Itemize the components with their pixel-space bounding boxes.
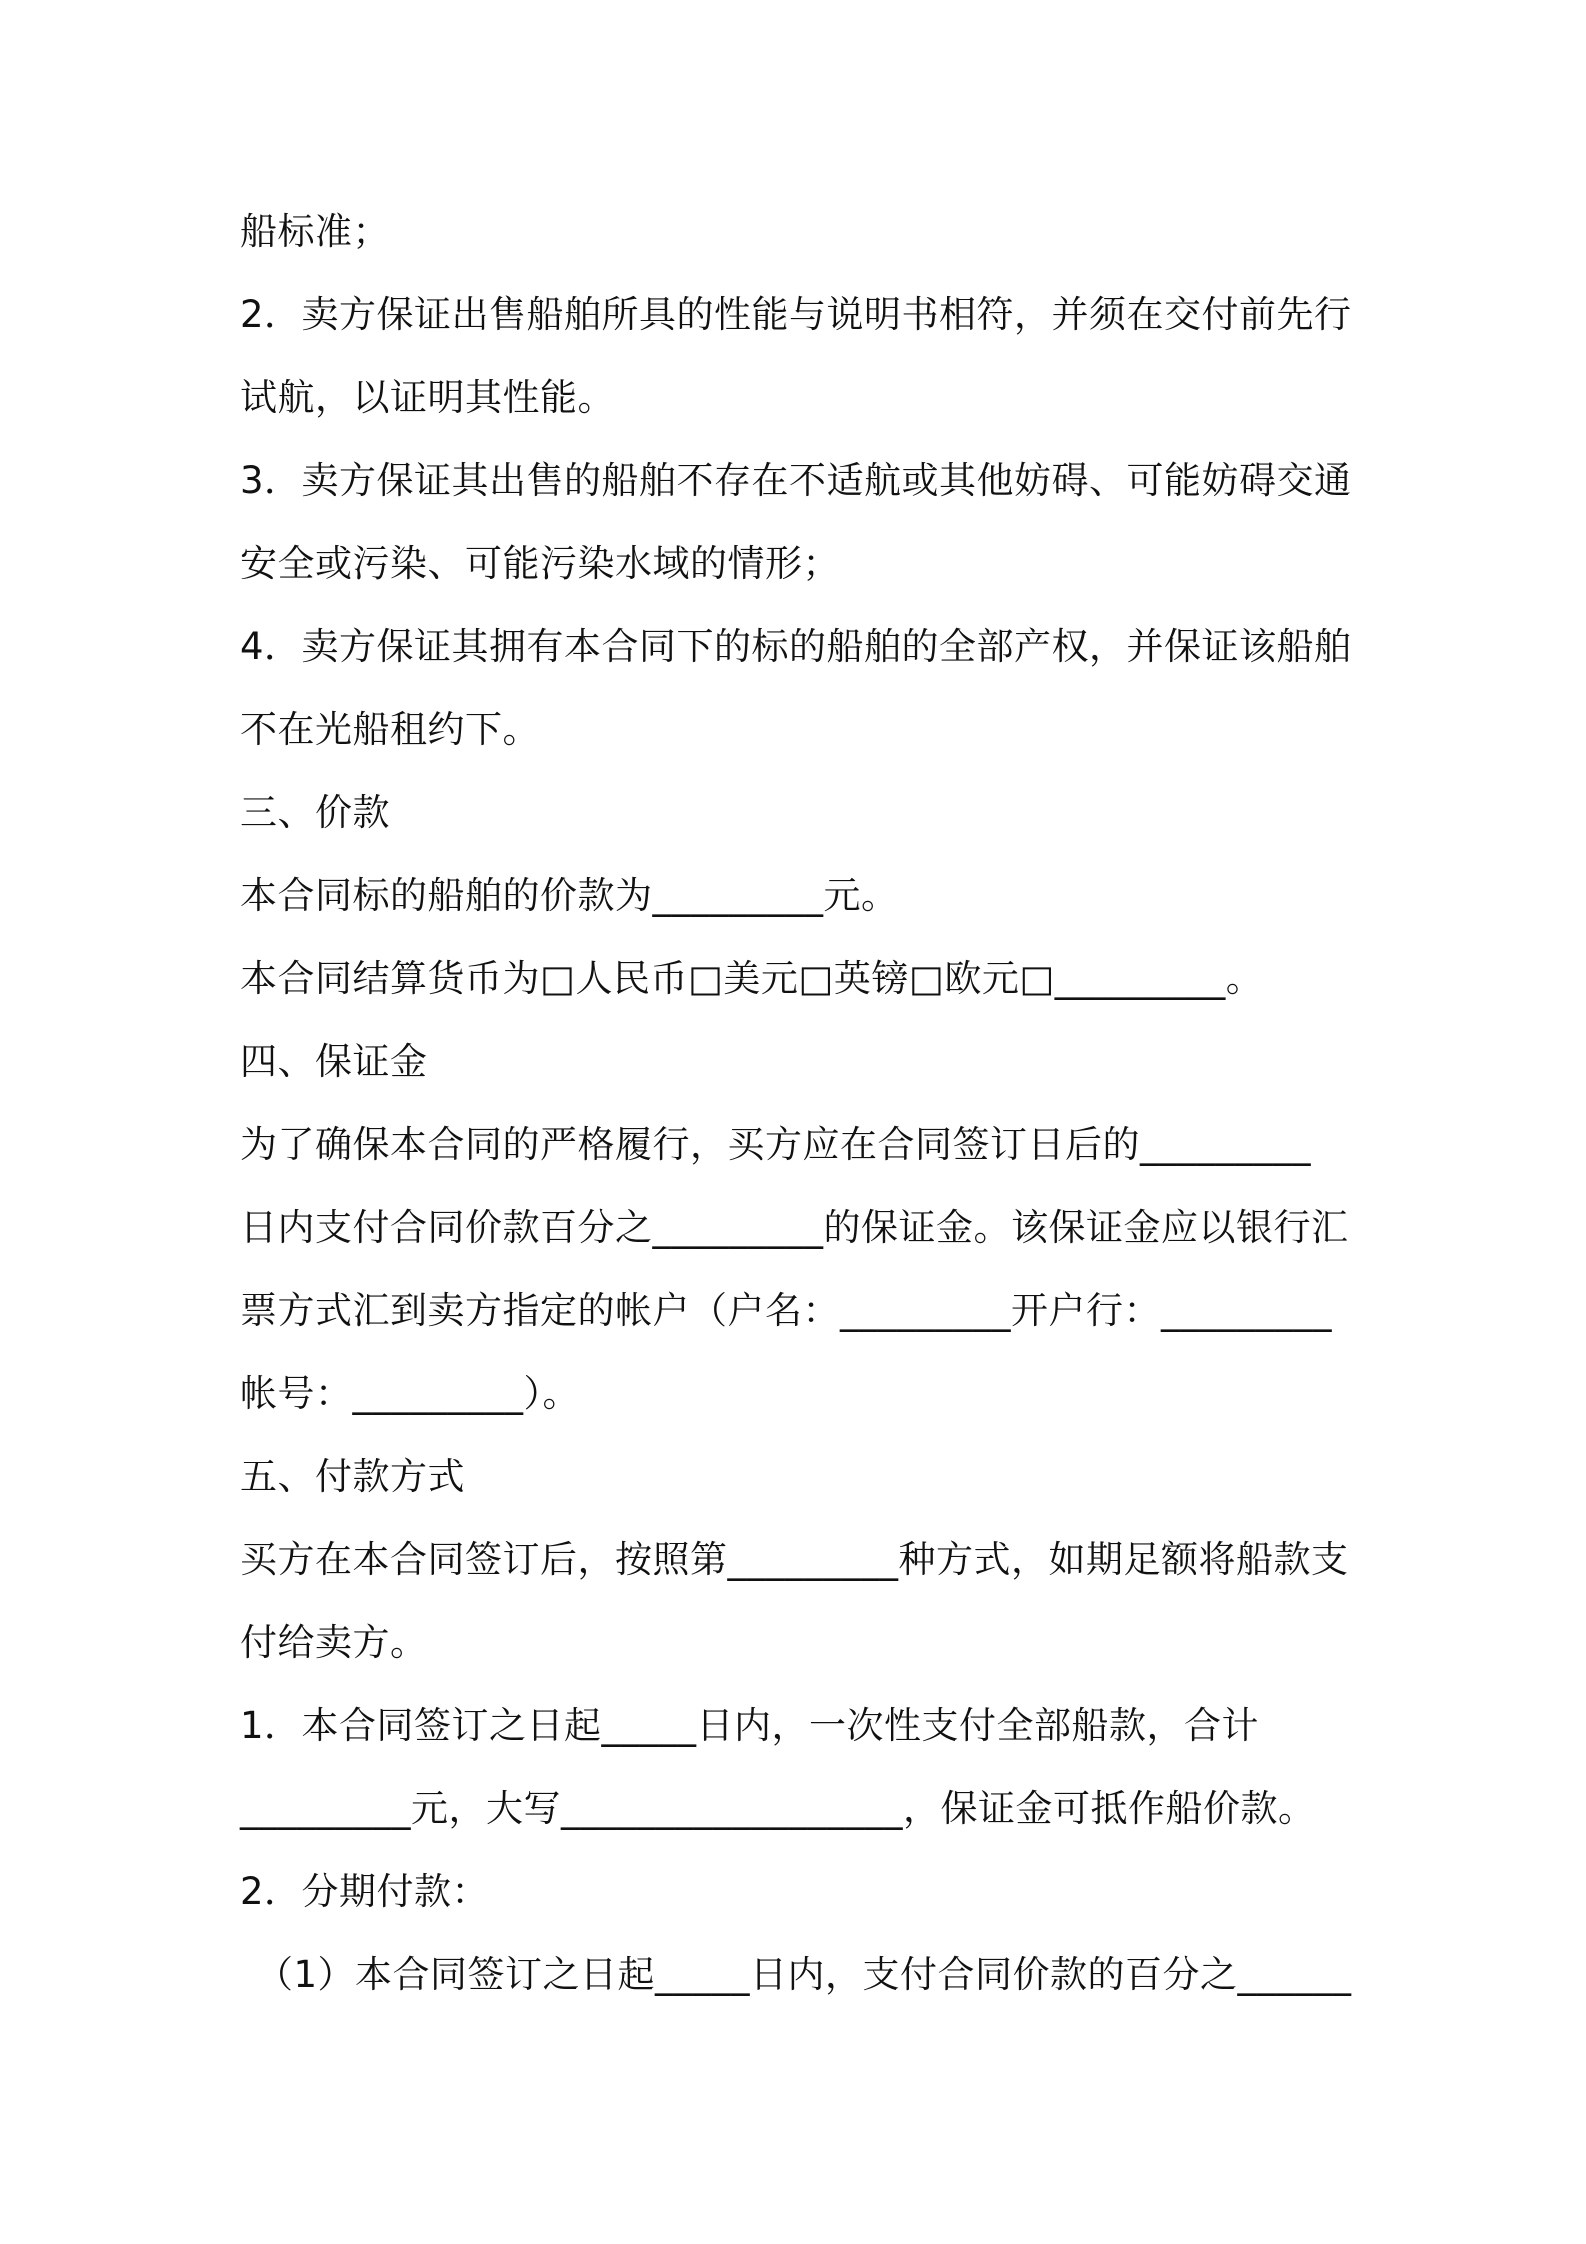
text-line: 为了确保本合同的严格履行，买方应在合同签订日后的_________ xyxy=(240,1123,1311,1166)
text-line: 安全或污染、可能污染水域的情形； xyxy=(240,542,840,585)
text-line: 2．卖方保证出售船舶所具的性能与说明书相符，并须在交付前先行 xyxy=(240,293,1352,336)
section-heading: 三、价款 xyxy=(240,791,390,834)
text-line: 试航，以证明其性能。 xyxy=(240,376,615,419)
text-line: 本合同结算货币为□人民币□美元□英镑□欧元□_________。 xyxy=(240,957,1264,1000)
text-line: 票方式汇到卖方指定的帐户（户名：_________开户行：_________ xyxy=(240,1289,1332,1332)
text-line: 付给卖方。 xyxy=(240,1621,428,1664)
section-heading: 五、付款方式 xyxy=(240,1455,465,1498)
text-line: 3．卖方保证其出售的船舶不存在不适航或其他妨碍、可能妨碍交通 xyxy=(240,459,1352,502)
text-line: 4．卖方保证其拥有本合同下的标的船舶的全部产权，并保证该船舶 xyxy=(240,625,1352,668)
text-line: （1）本合同签订之日起_____日内，支付合同价款的百分之______ xyxy=(256,1953,1352,1996)
section-heading: 四、保证金 xyxy=(240,1040,428,1083)
text-line: 1．本合同签订之日起_____日内，一次性支付全部船款，合计 xyxy=(240,1704,1260,1747)
text-line: 买方在本合同签订后，按照第_________种方式，如期足额将船款支 xyxy=(240,1538,1349,1581)
text-line: 本合同标的船舶的价款为_________元。 xyxy=(240,874,899,917)
text-line: 2．分期付款： xyxy=(240,1870,490,1913)
text-line: 帐号：_________）。 xyxy=(240,1372,580,1415)
text-line: 不在光船租约下。 xyxy=(240,708,540,751)
text-line: 日内支付合同价款百分之_________的保证金。该保证金应以银行汇 xyxy=(240,1206,1349,1249)
text-line: 船标准； xyxy=(240,210,390,253)
text-line: _________元，大写__________________，保证金可抵作船价款。 xyxy=(240,1787,1316,1830)
